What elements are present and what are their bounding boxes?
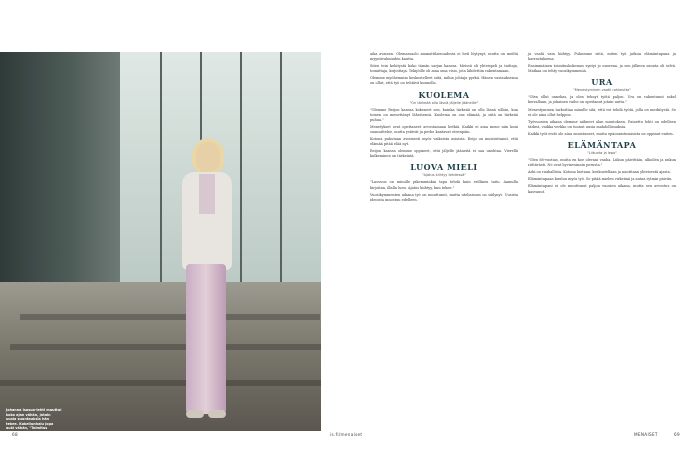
page-number-right: 69 bbox=[674, 432, 680, 437]
shoe bbox=[186, 410, 204, 418]
section-heading-kuolema: KUOLEMA bbox=[418, 89, 470, 100]
paragraph: Elämäntapaan kuuluu myös työ. Se pitää mielen virkeänä ja antaa rytmin päiviin. bbox=[528, 177, 673, 182]
window-frame bbox=[280, 52, 282, 282]
paragraph: Kotona puhutaan avoimesti myös vaikeista asioista. Reijo on muistuttanut, että elämää pitää elää nyt. bbox=[370, 137, 518, 147]
section-subheading: "On tärkeää olla läsnä jäljelle jääneille" bbox=[409, 100, 479, 105]
paragraph: ja vaalii vain kiihtyy. Puhumme siitä, miten työ jatkuu elämäntapana ja harrastuksena. bbox=[528, 52, 676, 62]
floor-shadow bbox=[10, 344, 321, 350]
paragraph: "Olen ollut onnekas, ja olen tehnyt työtä paljon. Ura on rakentunut askel kerrallaan, ja jokainen vaihe on opettanut jotain uutta." bbox=[528, 95, 676, 105]
paragraph: Arki on rauhallista. Kotona luetaan, keskustellaan ja nautitaan yhteisestä ajasta. bbox=[528, 170, 671, 175]
page-number-left: 68 bbox=[12, 432, 18, 437]
window-frame bbox=[240, 52, 242, 282]
section-heading-luova-mieli: LUOVA MIELI bbox=[410, 162, 478, 173]
portrait-photo bbox=[0, 52, 321, 431]
paragraph: Menetykset ovat opettaneet arvostamaan hetkiä. Kaikki ei aina mene niin kuin suunnittelee, mutta ystävät ja perhe kantavat eteenpäin. bbox=[370, 124, 518, 134]
paragraph: aika avainen. Olemassaolo ammattilaisuudesta ei heti löytynyt, mutta on meiltä myyntivalmiuden kautta. bbox=[370, 52, 518, 62]
paragraph: Kaikki työt eivät ole aina onnistuneet, mutta epäonnistumisista on oppinut eniten. bbox=[528, 131, 674, 136]
paragraph: Menestyminen tarkoittaa minulle sitä, että voi tehdä työtä, jolla on merkitystä. Se ei ole aina ollut helppoa. bbox=[528, 107, 676, 117]
right-text-column bbox=[528, 52, 676, 197]
section-heading-elamantapa: ELÄMÄNTAPA bbox=[567, 140, 637, 151]
paragraph: Olemme myöhemmin keskustelleet siitä, mihin johtaja pyrkii. Hänen vastauksensa on ollut, että työ on tehtävä kunnolla. bbox=[370, 76, 518, 86]
blouse bbox=[199, 174, 215, 214]
paragraph: "Olen 68-vuotias, mutta en koe olevani vanha. Liikun päivittäin, ulkoilen ja nukun riittävästi. Ne ovat hyvinvoinnin perusta." bbox=[528, 158, 676, 168]
section-heading-ura: URA bbox=[591, 77, 613, 88]
paragraph: Vuosikymmenten aikana työ on muuttunut, mutta uteliaisuus on säilynyt. Uusista ideoista innostuu edelleen. bbox=[370, 192, 518, 202]
paragraph: Työvuosien aikana olemme nähneet alan muutoksen. Painettu lehti on edelleen tärkeä, vaikka verkko on tuonut uusia mahdollisuuksia. bbox=[528, 119, 676, 129]
section-label: MENAISET bbox=[634, 432, 658, 437]
window-frame bbox=[160, 52, 162, 282]
site-url: is.fi/menaiset bbox=[330, 432, 363, 437]
section-subheading: "Liikunta ja lepo" bbox=[587, 151, 617, 156]
paragraph: "Olemme Reijon kanssa kokeneet sen, kuinka tärkeää on olla läsnä silloin, kun toinen on menettänyt läheisensä. Kuolema on osa elämää, ja siitä on tärkeää puhua." bbox=[370, 107, 518, 122]
floor-shadow bbox=[0, 380, 321, 386]
paragraph: Siten tein kehitystä koko tämän sarjan kanssa. Meissä oli yhteispeli ja taittaja, toimittaja, kirjoittaja. Tekijöille oli aina oma visio, jota lähdettiin rakentamaan. bbox=[370, 64, 518, 74]
woman-figure bbox=[170, 142, 240, 431]
photo-caption: Johanna Isosuo-lehti muuttui koko ajan vähän, jotain uusia suuntauksia hän tekee. Kokeilunhalu jopa auki vähän, "Toimitus bbox=[6, 408, 62, 431]
floral-trousers bbox=[186, 264, 226, 414]
face bbox=[196, 142, 220, 172]
section-subheading: "Ajatus kiihtyy tehdessä" bbox=[422, 173, 466, 178]
paragraph: Ensimmäinen toimituskokemus syntyi jo nuorena, ja sen jälkeen suunta oli selvä. Matkaa on tehty vuosikymmeniä. bbox=[528, 64, 676, 74]
paragraph: "Luovuus on minulle pikemminkin tapa tehdä kuin erillinen taito. Aamulla kirjoitan, illalla luen. Ajatus kiihtyy, kun tekee." bbox=[370, 180, 518, 190]
paragraph: Reijon kanssa olemme oppineet, että jäljelle jääneitä ei saa unohtaa. Vierellä kulkeminen on tärkeintä. bbox=[370, 149, 518, 159]
section-subheading: "Menestyminen vaatii rohkeutta" bbox=[573, 88, 631, 93]
paragraph: Elämäntapani ei ole muuttunut paljon vuosien aikana, mutta sen arvostus on kasvanut. bbox=[528, 184, 676, 194]
left-text-column bbox=[370, 52, 518, 205]
shoe bbox=[208, 410, 226, 418]
